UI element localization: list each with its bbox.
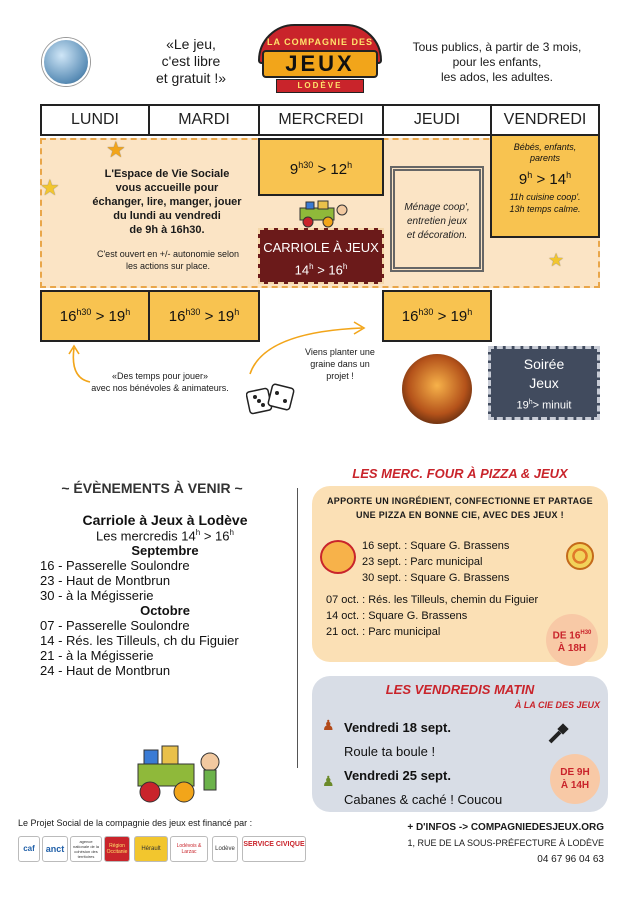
pizza-intro: APPORTE UN INGRÉDIENT, CONFECTIONNE ET PARTAGE UNE PIZZA EN BONNE CIE, AVEC DES JEUX ! [327, 496, 593, 520]
list-item: 23 sept. : Parc municipal [362, 556, 483, 568]
info-link[interactable]: + D'INFOS -> COMPAGNIEDESJEUX.ORG [407, 822, 604, 833]
pizza-title: LES MERC. FOUR À PIZZA & JEUX [352, 466, 568, 481]
dice-icon [246, 382, 296, 418]
list-item: 30 - à la Mégisserie [40, 588, 154, 604]
events-list: Carriole à Jeux à Lodève Les mercredis $14^h > 16^h$ Septembre 16 - Passerelle Soulondre 23 - Haut de Montbrun 30 - à la Mégisserie Octobre 07 - Passerelle Soulondre 14 - Rés. les Tilleuls, ch du Figuier 21 - à la Mégisserie 24 - Haut de Montbrun [40, 512, 290, 678]
funder-logo: Hérault [134, 836, 168, 862]
lundi-afternoon-slot: $16^{h30} > 19^h$ [40, 290, 150, 342]
day-vendredi: VENDREDI [490, 104, 600, 136]
list-item: 16 - Passerelle Soulondre [40, 558, 190, 574]
list-item: 21 - à la Mégisserie [40, 648, 154, 664]
juggler-photo [42, 38, 90, 86]
logo-top: LA COMPAGNIE DES [258, 24, 382, 64]
day-jeudi: JEUDI [382, 104, 492, 136]
cart-illustration [292, 200, 352, 228]
list-item: 23 - Haut de Montbrun [40, 573, 171, 589]
list-item: 24 - Haut de Montbrun [40, 663, 171, 679]
star-icon: ★ [548, 250, 565, 271]
funder-logo: Lodève [212, 836, 238, 862]
menage-box: Ménage coop', entretien jeux et décoration. [390, 166, 484, 272]
day-lundi: LUNDI [40, 104, 150, 136]
planter-graine: Viens planter une graine dans un projet ! [305, 347, 375, 381]
pizza-icon [566, 542, 594, 570]
vendredis-time-badge: DE 9H À 14H [550, 754, 600, 804]
phone: 04 67 96 04 63 [537, 854, 604, 865]
vendredis-title: LES VENDREDIS MATIN [385, 682, 535, 697]
day-mercredi: MERCREDI [258, 104, 384, 136]
carriole-slot: CARRIOLE À JEUX $14^h > 16^h$ [258, 228, 384, 284]
list-item: 07 - Passerelle Soulondre [40, 618, 190, 634]
list-item: 14 oct. : Square G. Brassens [326, 610, 468, 622]
pizza-oct-list [326, 592, 566, 640]
list-item: 07 oct. : Rés. les Tilleuls, chemin du Figuier [326, 594, 539, 606]
funder-logo: anct [42, 836, 68, 862]
vendredis-subtitle: À LA CIE DES JEUX [514, 700, 600, 710]
address: 1, RUE DE LA SOUS-PRÉFECTURE À LODÈVE [407, 838, 604, 848]
funder-logo: SERVICE CIVIQUE [242, 836, 306, 862]
paintbrush-icon [544, 722, 570, 748]
jeudi-afternoon-slot: $16^{h30} > 19^h$ [382, 290, 492, 342]
financed-text: Le Projet Social de la compagnie des jeux est financé par : [18, 818, 253, 828]
funder-logo: agence nationale de la cohésion des territoires [70, 836, 102, 862]
game-photo [402, 354, 472, 424]
vendredi-morning-slot: Bébés, enfants, parents $9^h > 14^h$ 11h cuisine coop'. 13h temps calme. [490, 134, 600, 238]
quote: «Le jeu, c'est libre et gratuit !» [155, 36, 227, 86]
list-item: 21 oct. : Parc municipal [326, 626, 441, 638]
mercredi-morning-slot: $9^{h30} > 12^h$ [258, 138, 384, 196]
meeple-icon: ♟ [322, 774, 335, 790]
star-icon: ★ [106, 138, 126, 163]
star-icon: ★ [40, 176, 60, 201]
pizza-time-badge: DE $16^{H30}$ À 18H [546, 614, 598, 666]
funder-logo: Région Occitanie [104, 836, 130, 862]
list-item: 16 sept. : Square G. Brassens [362, 540, 510, 552]
mardi-afternoon-slot: $16^{h30} > 19^h$ [148, 290, 260, 342]
pizza-logo [320, 540, 356, 574]
audience: Tous publics, à partir de 3 mois, pour les enfants, les ados, les adultes. [412, 40, 582, 84]
logo-main: JEUX [262, 50, 378, 78]
logo-sub: LODÈVE [276, 79, 364, 93]
day-mardi: MARDI [148, 104, 260, 136]
funder-logo: caf [18, 836, 40, 862]
evs-description: L'Espace de Vie Sociale vous accueille pour échanger, lire, manger, jouer du lundi au vendredi de 9h à 16h30. [92, 168, 242, 236]
pizza-sept-list [362, 538, 562, 586]
divider [297, 488, 298, 768]
temps-pour-jouer: «Des temps pour jouer» avec nos bénévoles & animateurs. [91, 371, 229, 393]
funder-logo: Lodévois & Larzac [170, 836, 208, 862]
meeple-icon: ♟ [322, 718, 335, 734]
autonomy-note: C'est ouvert en +/- autonomie selon les actions sur place. [96, 249, 240, 271]
cart-illustration [118, 740, 228, 806]
list-item: 14 - Rés. les Tilleuls, ch du Figuier [40, 633, 239, 649]
list-item: 30 sept. : Square G. Brassens [362, 572, 510, 584]
soiree-jeux-slot: Soirée Jeux $19^h>$ minuit [488, 346, 600, 420]
events-title: ~ ÉVÈNEMENTS À VENIR ~ [61, 480, 243, 496]
vendredis-list: Vendredi 18 sept. Roule ta boule ! Vendredi 25 sept. Cabanes & caché ! Coucou [344, 720, 503, 807]
